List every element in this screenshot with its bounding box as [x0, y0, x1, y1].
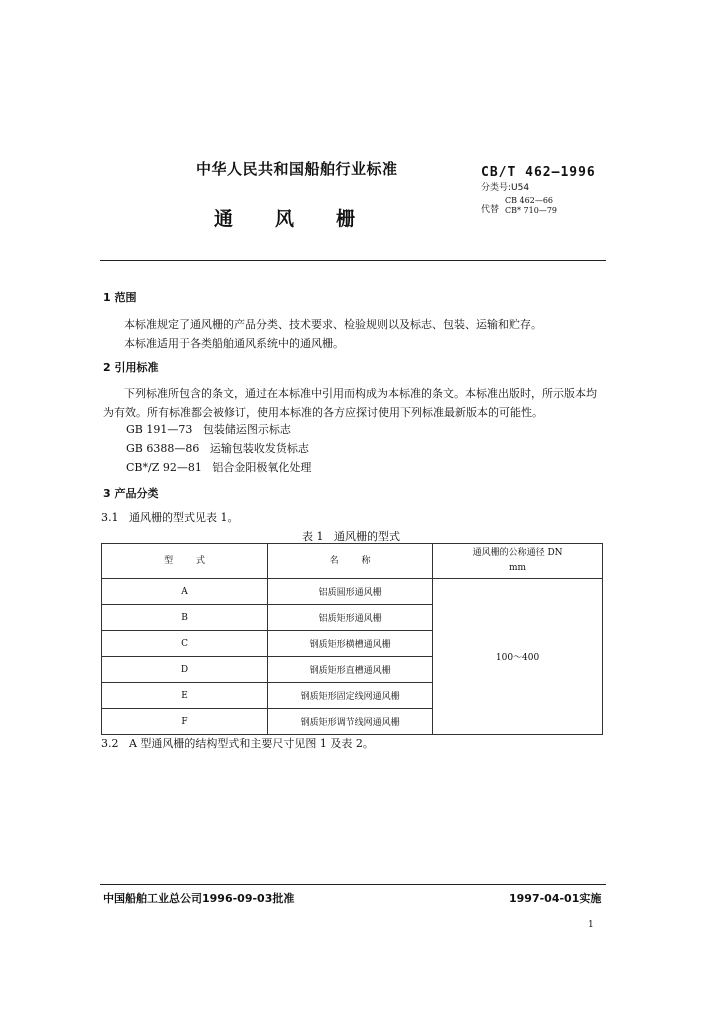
document-title-char: 通 [214, 208, 234, 230]
name-cell: 钢质矩形直槽通风栅 [268, 657, 433, 683]
name-cell: 钢质矩形固定线网通风栅 [268, 683, 433, 709]
referenced-standard: GB 6388—86 运输包装收发货标志 [126, 442, 309, 455]
header-name: 名 称 [268, 544, 433, 579]
section-2-heading: 2 引用标准 [103, 361, 159, 374]
name-cell: 钢质矩形调节线网通风栅 [268, 709, 433, 735]
classification-number: 分类号:U54 [481, 183, 530, 193]
document-title-char: 栅 [336, 208, 356, 230]
header-type: 型 式 [102, 544, 268, 579]
header-rule [100, 260, 606, 261]
table-row [102, 579, 603, 605]
header-dn-unit: mm [509, 563, 527, 573]
clause-3-2: 3.2 A 型通风栅的结构型式和主要尺寸见图 1 及表 2。 [101, 737, 374, 750]
standard-title: 中华人民共和国船舶行业标准 [196, 160, 398, 178]
header-nominal-diameter [433, 544, 603, 579]
replaces-label: 代替 [481, 205, 500, 215]
page-number: 1 [588, 920, 594, 930]
replaced-standard: CB 462—66 [505, 196, 553, 205]
type-cell: A [102, 579, 268, 605]
implementation-date: 1997-04-01实施 [509, 892, 602, 905]
section-1-heading: 1 范围 [103, 291, 137, 304]
section-2-paragraph-line: 为有效。所有标准都会被修订，使用本标准的各方应探讨使用下列标准最新版本的可能性。 [103, 406, 543, 419]
table-caption: 表 1 通风栅的型式 [302, 530, 400, 543]
document-title-char: 风 [275, 208, 295, 230]
table-header-row [102, 544, 603, 579]
section-1-paragraph: 本标准适用于各类船舶通风系统中的通风栅。 [124, 337, 344, 350]
type-cell: D [102, 657, 268, 683]
type-table [101, 543, 603, 735]
type-cell: C [102, 631, 268, 657]
dn-range-cell: 100～400 [433, 579, 603, 735]
name-cell: 铝质矩形通风栅 [268, 605, 433, 631]
document-title [214, 204, 355, 231]
approval-line: 中国船舶工业总公司1996-09-03批准 [103, 892, 295, 905]
type-cell: E [102, 683, 268, 709]
section-3-heading: 3 产品分类 [103, 487, 159, 500]
name-cell: 钢质矩形横槽通风栅 [268, 631, 433, 657]
name-cell: 铝质圆形通风栅 [268, 579, 433, 605]
referenced-standard: CB*/Z 92—81 铝合金阳极氧化处理 [126, 461, 312, 474]
replaced-standard: CB* 710—79 [505, 206, 557, 215]
section-2-paragraph-line: 下列标准所包含的条文，通过在本标准中引用而构成为本标准的条文。本标准出版时，所示版本均 [124, 387, 597, 400]
section-1-paragraph: 本标准规定了通风栅的产品分类、技术要求、检验规则以及标志、包装、运输和贮存。 [124, 318, 542, 331]
clause-3-1: 3.1 通风栅的型式见表 1。 [101, 511, 239, 524]
type-cell: B [102, 605, 268, 631]
type-cell: F [102, 709, 268, 735]
footer-rule [100, 884, 606, 885]
header-dn-title: 通风栅的公称通径 DN [472, 548, 563, 558]
referenced-standard: GB 191—73 包装储运图示标志 [126, 423, 291, 436]
standard-code: CB/T 462—1996 [481, 165, 596, 180]
